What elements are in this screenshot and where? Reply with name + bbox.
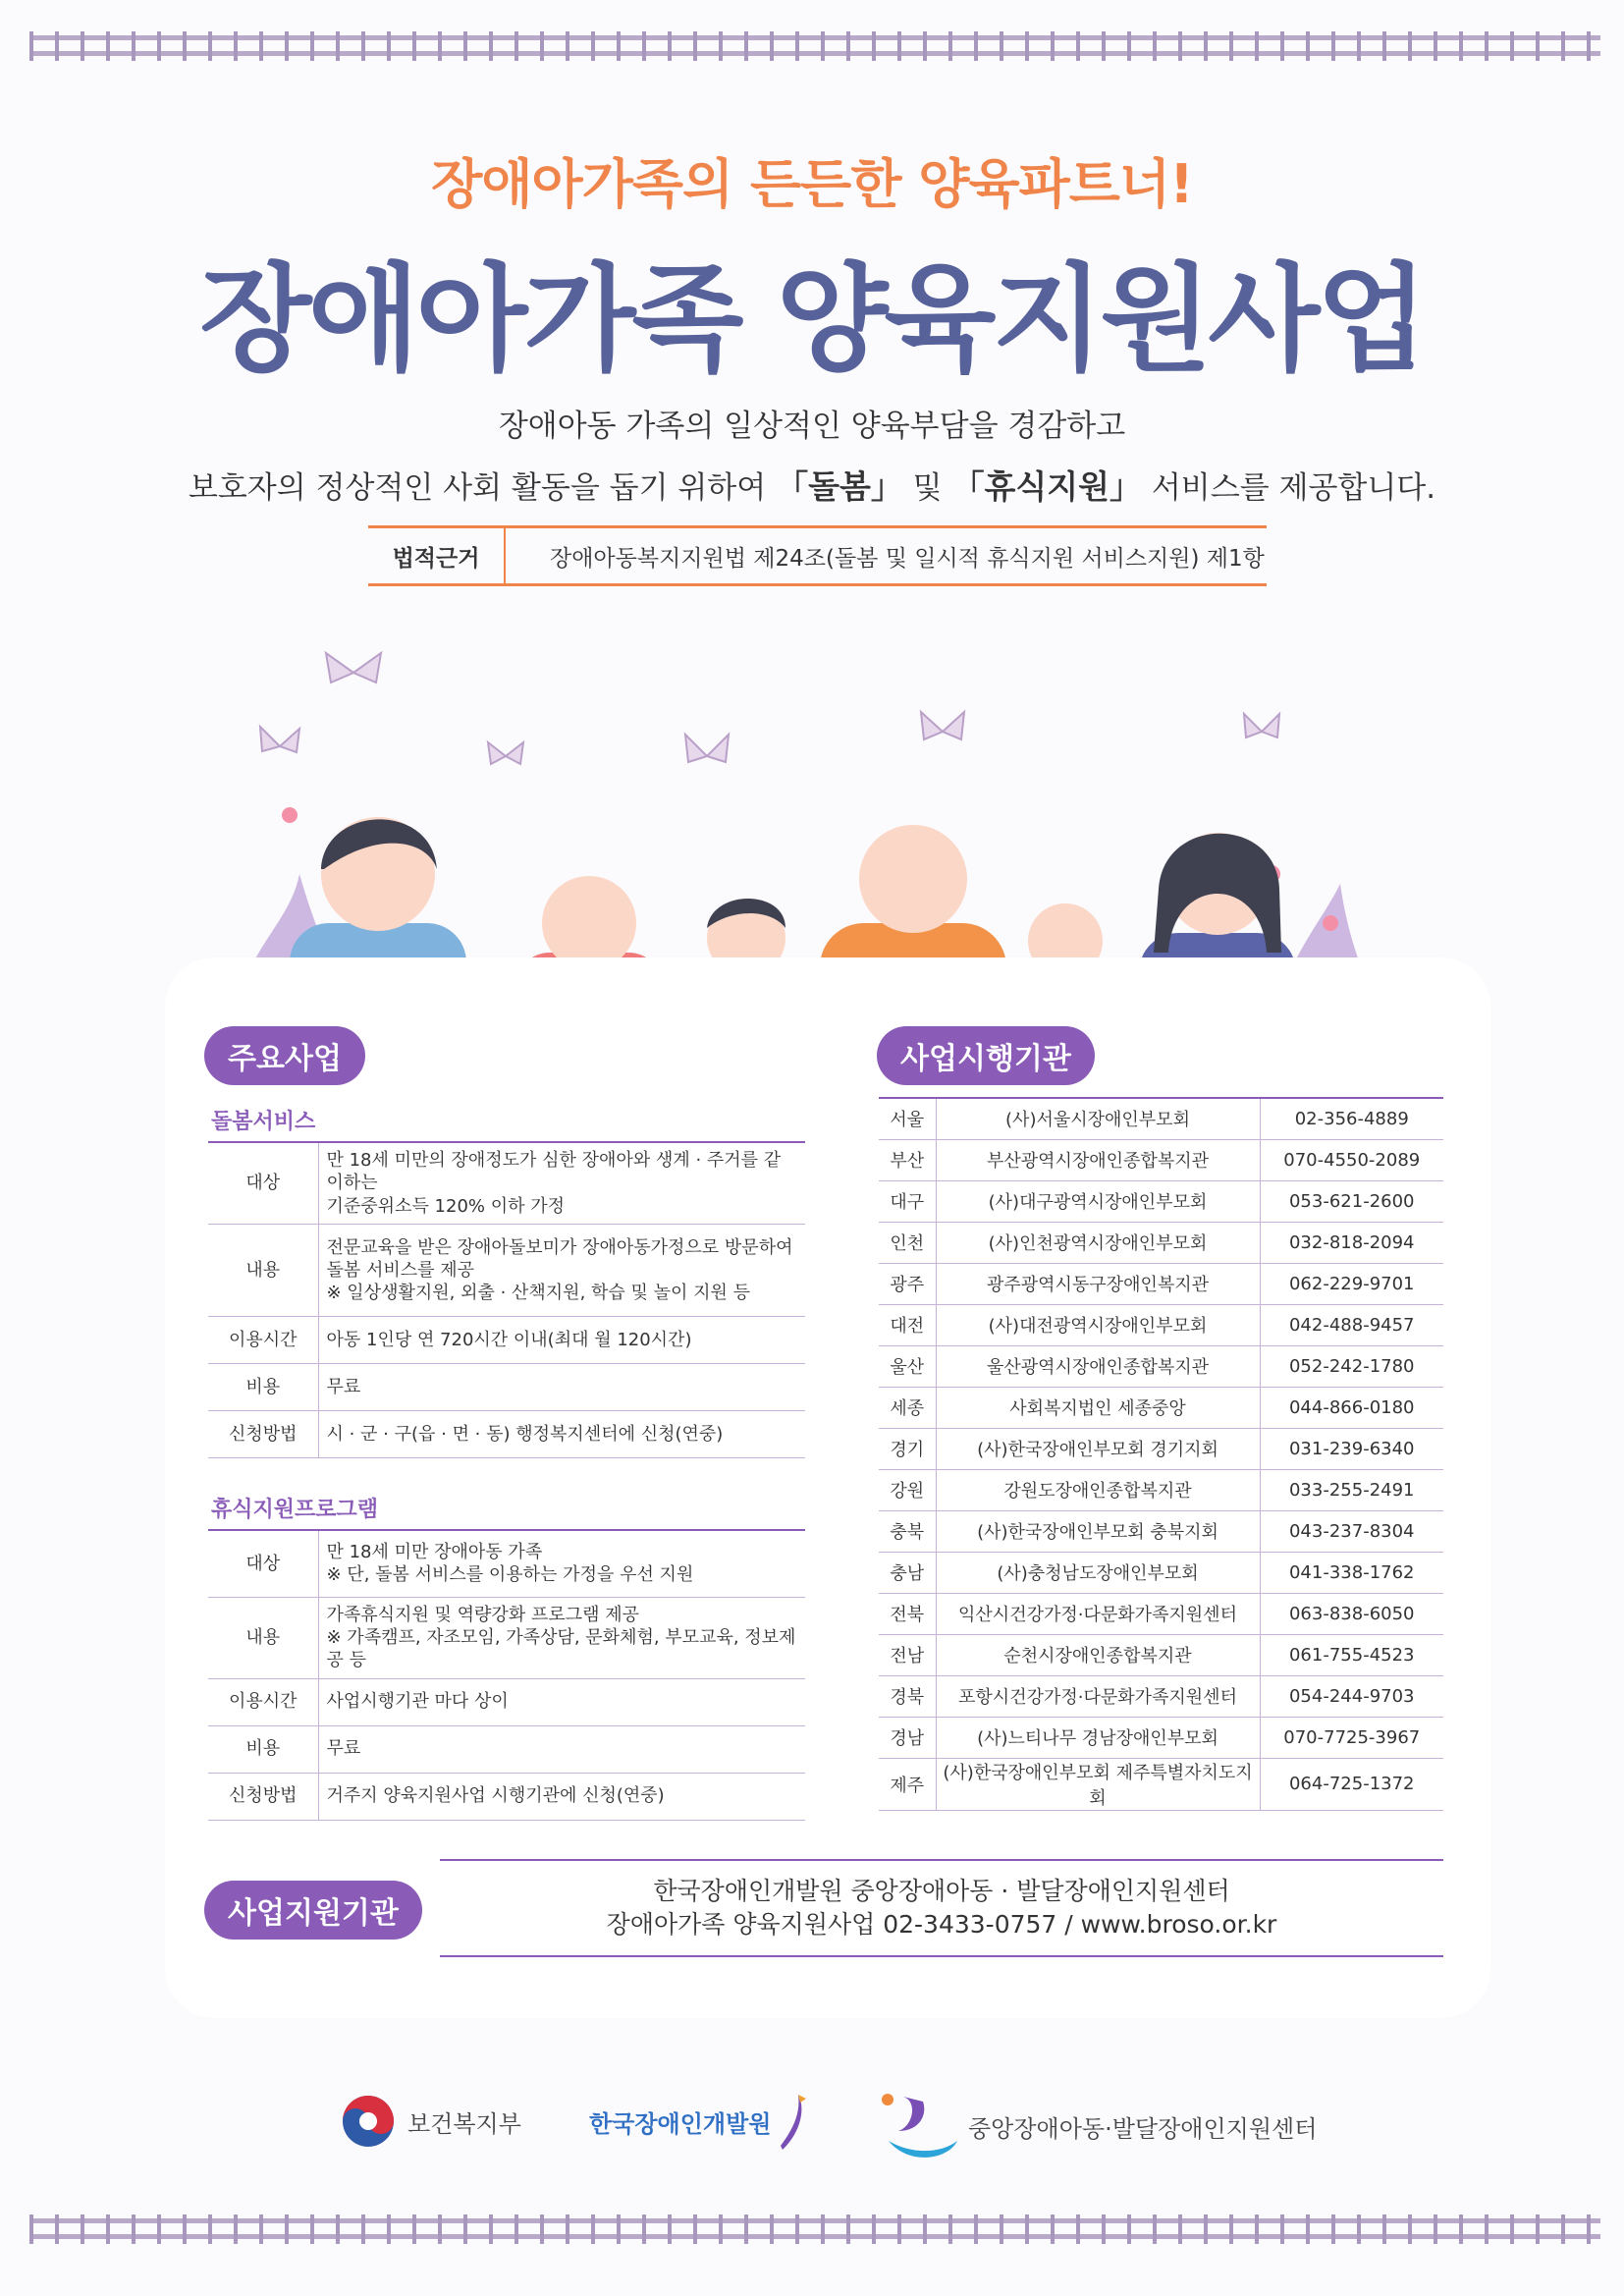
table-row: 대상 만 18세 미만의 장애정도가 심한 장애아와 생계 · 주거를 같이하는 기준중위소득 120% 이하 가정 bbox=[208, 1142, 805, 1225]
org-name-cell: (사)한국장애인부모회 제주특별자치도지회 bbox=[936, 1758, 1260, 1810]
region-cell: 세종 bbox=[879, 1387, 936, 1428]
table-row bbox=[879, 1758, 1443, 1810]
phone-cell: 052-242-1780 bbox=[1260, 1345, 1443, 1387]
phone-cell: 042-488-9457 bbox=[1260, 1304, 1443, 1345]
table-row bbox=[879, 1469, 1443, 1510]
support-org-box bbox=[440, 1859, 1443, 1957]
region-cell: 서울 bbox=[879, 1098, 936, 1139]
phone-cell: 064-725-1372 bbox=[1260, 1758, 1443, 1810]
org-name-cell: 울산광역시장애인종합복지관 bbox=[936, 1345, 1260, 1387]
table-row bbox=[879, 1675, 1443, 1717]
table-row bbox=[879, 1634, 1443, 1675]
table-row bbox=[879, 1180, 1443, 1222]
org-name-cell: (사)대전광역시장애인부모회 bbox=[936, 1304, 1260, 1345]
table-row bbox=[879, 1593, 1443, 1634]
kodda-name: 한국장애인개발원 bbox=[589, 2109, 772, 2138]
kodda-logo bbox=[589, 2087, 810, 2156]
org-name-cell: (사)충청남도장애인부모회 bbox=[936, 1552, 1260, 1593]
region-cell: 제주 bbox=[879, 1758, 936, 1810]
table-row bbox=[879, 1263, 1443, 1304]
ministry-name: 보건복지부 bbox=[407, 2109, 521, 2138]
table-row bbox=[879, 1387, 1443, 1428]
table-row: 이용시간 사업시행기관 마다 상이 bbox=[208, 1678, 805, 1725]
phone-cell: 054-244-9703 bbox=[1260, 1675, 1443, 1717]
table-row bbox=[879, 1510, 1443, 1552]
top-fence-border bbox=[29, 31, 1600, 61]
intro-line-2: 보호자의 정상적인 사회 활동을 돕기 위하여 「돌봄」 및 「휴식지원」 서비스를 제공합니다. bbox=[188, 467, 1436, 506]
region-cell: 충북 bbox=[879, 1510, 936, 1552]
phone-cell: 041-338-1762 bbox=[1260, 1552, 1443, 1593]
region-cell: 강원 bbox=[879, 1469, 936, 1510]
region-cell: 인천 bbox=[879, 1222, 936, 1263]
phone-cell: 062-229-9701 bbox=[1260, 1263, 1443, 1304]
org-name-cell: 포항시건강가정·다문화가족지원센터 bbox=[936, 1675, 1260, 1717]
implementing-orgs-table bbox=[879, 1097, 1443, 1811]
org-name-cell: 강원도장애인종합복지관 bbox=[936, 1469, 1260, 1510]
table-row bbox=[879, 1098, 1443, 1139]
table-row bbox=[879, 1304, 1443, 1345]
table-row: 신청방법 거주지 양육지원사업 시행기관에 신청(연중) bbox=[208, 1773, 805, 1820]
org-name-cell: (사)대구광역시장애인부모회 bbox=[936, 1180, 1260, 1222]
org-name-cell: 순천시장애인종합복지관 bbox=[936, 1634, 1260, 1675]
org-name-cell: 익산시건강가정·다문화가족지원센터 bbox=[936, 1593, 1260, 1634]
support-org-contact: 장애아가족 양육지원사업 02-3433-0757 / www.broso.or.kr bbox=[606, 1909, 1277, 1939]
org-name-cell: (사)느티나무 경남장애인부모회 bbox=[936, 1717, 1260, 1758]
phone-cell: 043-237-8304 bbox=[1260, 1510, 1443, 1552]
phone-cell: 063-838-6050 bbox=[1260, 1593, 1443, 1634]
phone-cell: 032-818-2094 bbox=[1260, 1222, 1443, 1263]
region-cell: 경기 bbox=[879, 1428, 936, 1469]
rest-program-table bbox=[208, 1529, 805, 1821]
care-service-table bbox=[208, 1141, 805, 1458]
intro-line-1: 장애아동 가족의 일상적인 양육부담을 경감하고 bbox=[498, 409, 1126, 444]
table-row bbox=[879, 1717, 1443, 1758]
table-row bbox=[879, 1222, 1443, 1263]
center-name: 중앙장애아동·발달장애인지원센터 bbox=[968, 2114, 1318, 2143]
page-subtitle: 장애아가족의 든든한 양육파트너! bbox=[431, 153, 1193, 215]
phone-cell: 033-255-2491 bbox=[1260, 1469, 1443, 1510]
table-row bbox=[879, 1345, 1443, 1387]
region-cell: 전북 bbox=[879, 1593, 936, 1634]
legal-basis-box bbox=[368, 525, 1267, 586]
region-cell: 전남 bbox=[879, 1634, 936, 1675]
region-cell: 대구 bbox=[879, 1180, 936, 1222]
ministry-logo bbox=[339, 2092, 521, 2151]
care-service-heading: 돌봄서비스 bbox=[211, 1110, 316, 1134]
table-row bbox=[879, 1139, 1443, 1180]
org-name-cell: (사)한국장애인부모회 경기지회 bbox=[936, 1428, 1260, 1469]
page-title: 장애아가족 양육지원사업 bbox=[199, 251, 1425, 387]
rest-program-heading: 휴식지원프로그램 bbox=[211, 1498, 379, 1522]
region-cell: 경북 bbox=[879, 1675, 936, 1717]
footer-logos bbox=[0, 2082, 1624, 2170]
phone-cell: 02-356-4889 bbox=[1260, 1098, 1443, 1139]
table-row: 비용 무료 bbox=[208, 1725, 805, 1773]
region-cell: 대전 bbox=[879, 1304, 936, 1345]
support-org-name: 한국장애인개발원 중앙장애아동 · 발달장애인지원센터 bbox=[653, 1877, 1230, 1905]
table-row: 대상 만 18세 미만 장애아동 가족 ※ 단, 돌봄 서비스를 이용하는 가정을 우선 지원 bbox=[208, 1530, 805, 1597]
region-cell: 광주 bbox=[879, 1263, 936, 1304]
region-cell: 울산 bbox=[879, 1345, 936, 1387]
table-row: 내용 가족휴식지원 및 역량강화 프로그램 제공 ※ 가족캠프, 자조모임, 가족상담, 문화체험, 부모교육, 정보제공 등 bbox=[208, 1597, 805, 1678]
org-name-cell: 사회복지법인 세종중앙 bbox=[936, 1387, 1260, 1428]
implementing-orgs-badge: 사업시행기관 bbox=[877, 1026, 1095, 1085]
phone-cell: 031-239-6340 bbox=[1260, 1428, 1443, 1469]
bottom-fence-border bbox=[29, 2214, 1600, 2244]
legal-basis-label: 법적근거 bbox=[368, 528, 506, 583]
table-row bbox=[879, 1428, 1443, 1469]
support-org-badge: 사업지원기관 bbox=[204, 1881, 422, 1940]
phone-cell: 070-4550-2089 bbox=[1260, 1139, 1443, 1180]
table-row: 이용시간 아동 1인당 연 720시간 이내(최대 월 120시간) bbox=[208, 1317, 805, 1364]
swoosh-icon bbox=[771, 2087, 810, 2156]
phone-cell: 070-7725-3967 bbox=[1260, 1717, 1443, 1758]
legal-basis-text: 장애아동복지지원법 제24조(돌봄 및 일시적 휴식지원 서비스지원) 제1항 bbox=[550, 545, 1265, 572]
table-row: 신청방법 시 · 군 · 구(읍 · 면 · 동) 행정복지센터에 신청(연중) bbox=[208, 1411, 805, 1458]
taegeuk-icon bbox=[339, 2092, 398, 2151]
org-name-cell: (사)서울시장애인부모회 bbox=[936, 1098, 1260, 1139]
org-name-cell: 부산광역시장애인종합복지관 bbox=[936, 1139, 1260, 1180]
main-business-badge: 주요사업 bbox=[204, 1026, 365, 1085]
org-name-cell: (사)한국장애인부모회 충북지회 bbox=[936, 1510, 1260, 1552]
phone-cell: 053-621-2600 bbox=[1260, 1180, 1443, 1222]
region-cell: 경남 bbox=[879, 1717, 936, 1758]
center-emblem-icon bbox=[874, 2082, 962, 2170]
phone-cell: 044-866-0180 bbox=[1260, 1387, 1443, 1428]
table-row: 비용 무료 bbox=[208, 1364, 805, 1411]
region-cell: 충남 bbox=[879, 1552, 936, 1593]
table-row: 내용 전문교육을 받은 장애아돌보미가 장애아동가정으로 방문하여 돌봄 서비스를 제공 ※ 일상생활지원, 외출 · 산책지원, 학습 및 놀이 지원 등 bbox=[208, 1225, 805, 1317]
org-name-cell: 광주광역시동구장애인복지관 bbox=[936, 1263, 1260, 1304]
center-logo bbox=[874, 2082, 1317, 2170]
table-row bbox=[879, 1552, 1443, 1593]
org-name-cell: (사)인천광역시장애인부모회 bbox=[936, 1222, 1260, 1263]
region-cell: 부산 bbox=[879, 1139, 936, 1180]
phone-cell: 061-755-4523 bbox=[1260, 1634, 1443, 1675]
